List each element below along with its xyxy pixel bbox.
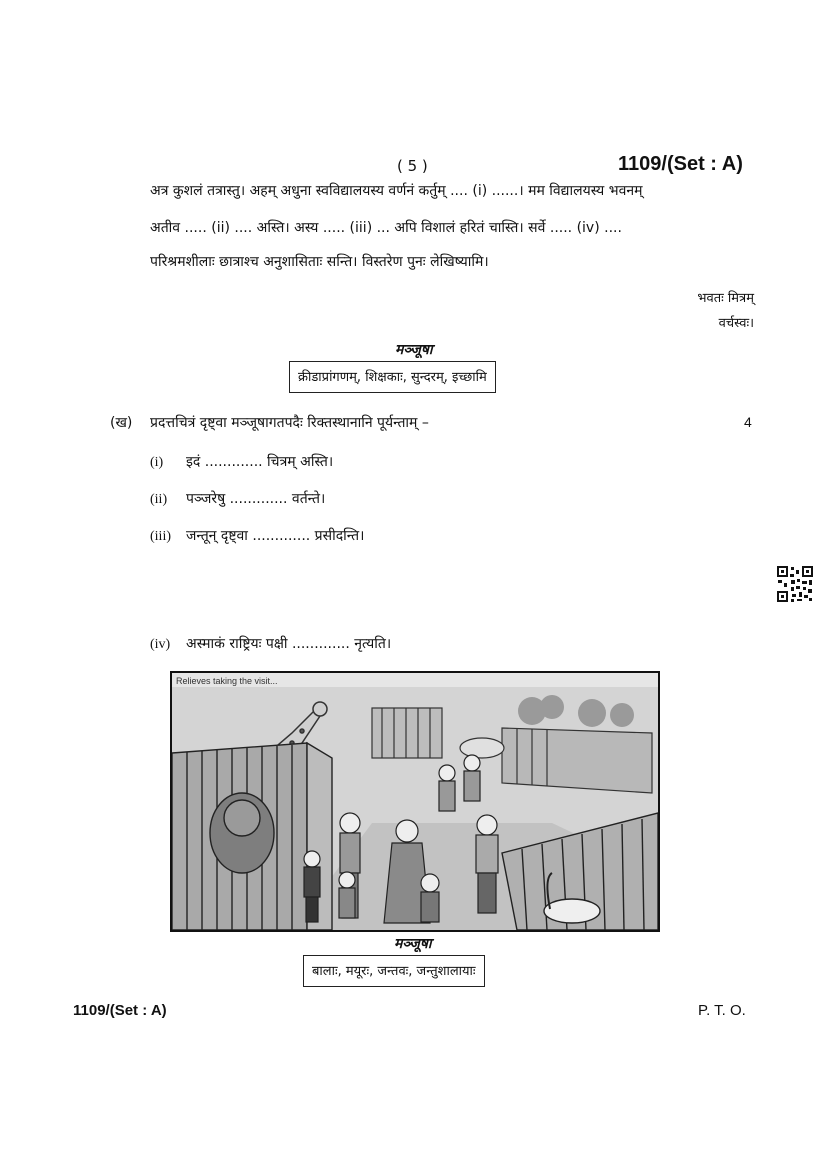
manjusha-box-2	[303, 955, 485, 987]
item-text: इदं ............. चित्रम् अस्ति।	[186, 454, 334, 470]
qr-code-icon	[776, 565, 814, 603]
item-text: अस्माकं राष्ट्रियः पक्षी ............. नृत्यति।	[186, 636, 392, 652]
letter-signature: वर्चस्वः।	[718, 316, 754, 331]
letter-line-3: परिश्रमशीलाः छात्राश्च अनुशासिताः सन्ति। विस्तरेण पुनः लेखिष्यामि।	[150, 254, 489, 270]
letter-closing: भवतः मित्रम्	[697, 291, 754, 306]
footer-pto: P. T. O.	[698, 1002, 746, 1019]
manjusha-title-2: मञ्जूषा	[394, 936, 432, 952]
footer-set-code: 1109/(Set : A)	[73, 1002, 167, 1019]
zoo-picture	[170, 671, 660, 932]
question-label: (ख)	[110, 415, 133, 431]
back-cage	[372, 708, 442, 758]
question-marks: 4	[744, 414, 752, 430]
item-text: जन्तून् दृष्ट्वा ............. प्रसीदन्ति।	[186, 528, 365, 544]
item-number: (iii)	[150, 529, 171, 544]
question-item-1	[150, 452, 333, 471]
manjusha-box-1	[289, 361, 496, 393]
page-number: ( 5 )	[397, 157, 428, 175]
question-item-2	[150, 489, 325, 508]
question-item-3	[150, 526, 364, 545]
item-number: (ii)	[150, 492, 168, 507]
letter-line-1: अत्र कुशलं तत्रास्तु। अहम् अधुना स्वविद्यालयस्य वर्णनं कर्तुम् .... (i) ......। मम विद्यालयस्य भवनम्	[150, 183, 643, 199]
set-code-header: 1109/(Set : A)	[618, 153, 743, 175]
question-item-4	[150, 634, 391, 653]
item-number: (iv)	[150, 637, 171, 652]
question-instruction: प्रदत्तचित्रं दृष्ट्वा मञ्जूषागतपदैः रिक्तस्थानानि पूर्यन्ताम् –	[150, 415, 429, 431]
letter-line-2: अतीव ..... (ii) .... अस्ति। अस्य ..... (iii) ... अपि विशालं हरितं चास्ति। सर्वे ..... (iv) ....	[150, 220, 622, 236]
manjusha-title-1: मञ्जूषा	[395, 342, 433, 358]
picture-caption-fragment: Relieves taking the visit...	[176, 676, 278, 686]
manjusha-words-1: क्रीडाप्रांगणम्, शिक्षकाः, सुन्दरम्, इच्छामि	[298, 370, 487, 385]
zoo-illustration	[172, 673, 658, 930]
item-text: पञ्जरेषु ............. वर्तन्ते।	[186, 491, 326, 507]
manjusha-words-2: बालाः, मयूरः, जन्तवः, जन्तुशालायाः	[312, 964, 476, 979]
item-number: (i)	[150, 455, 164, 470]
